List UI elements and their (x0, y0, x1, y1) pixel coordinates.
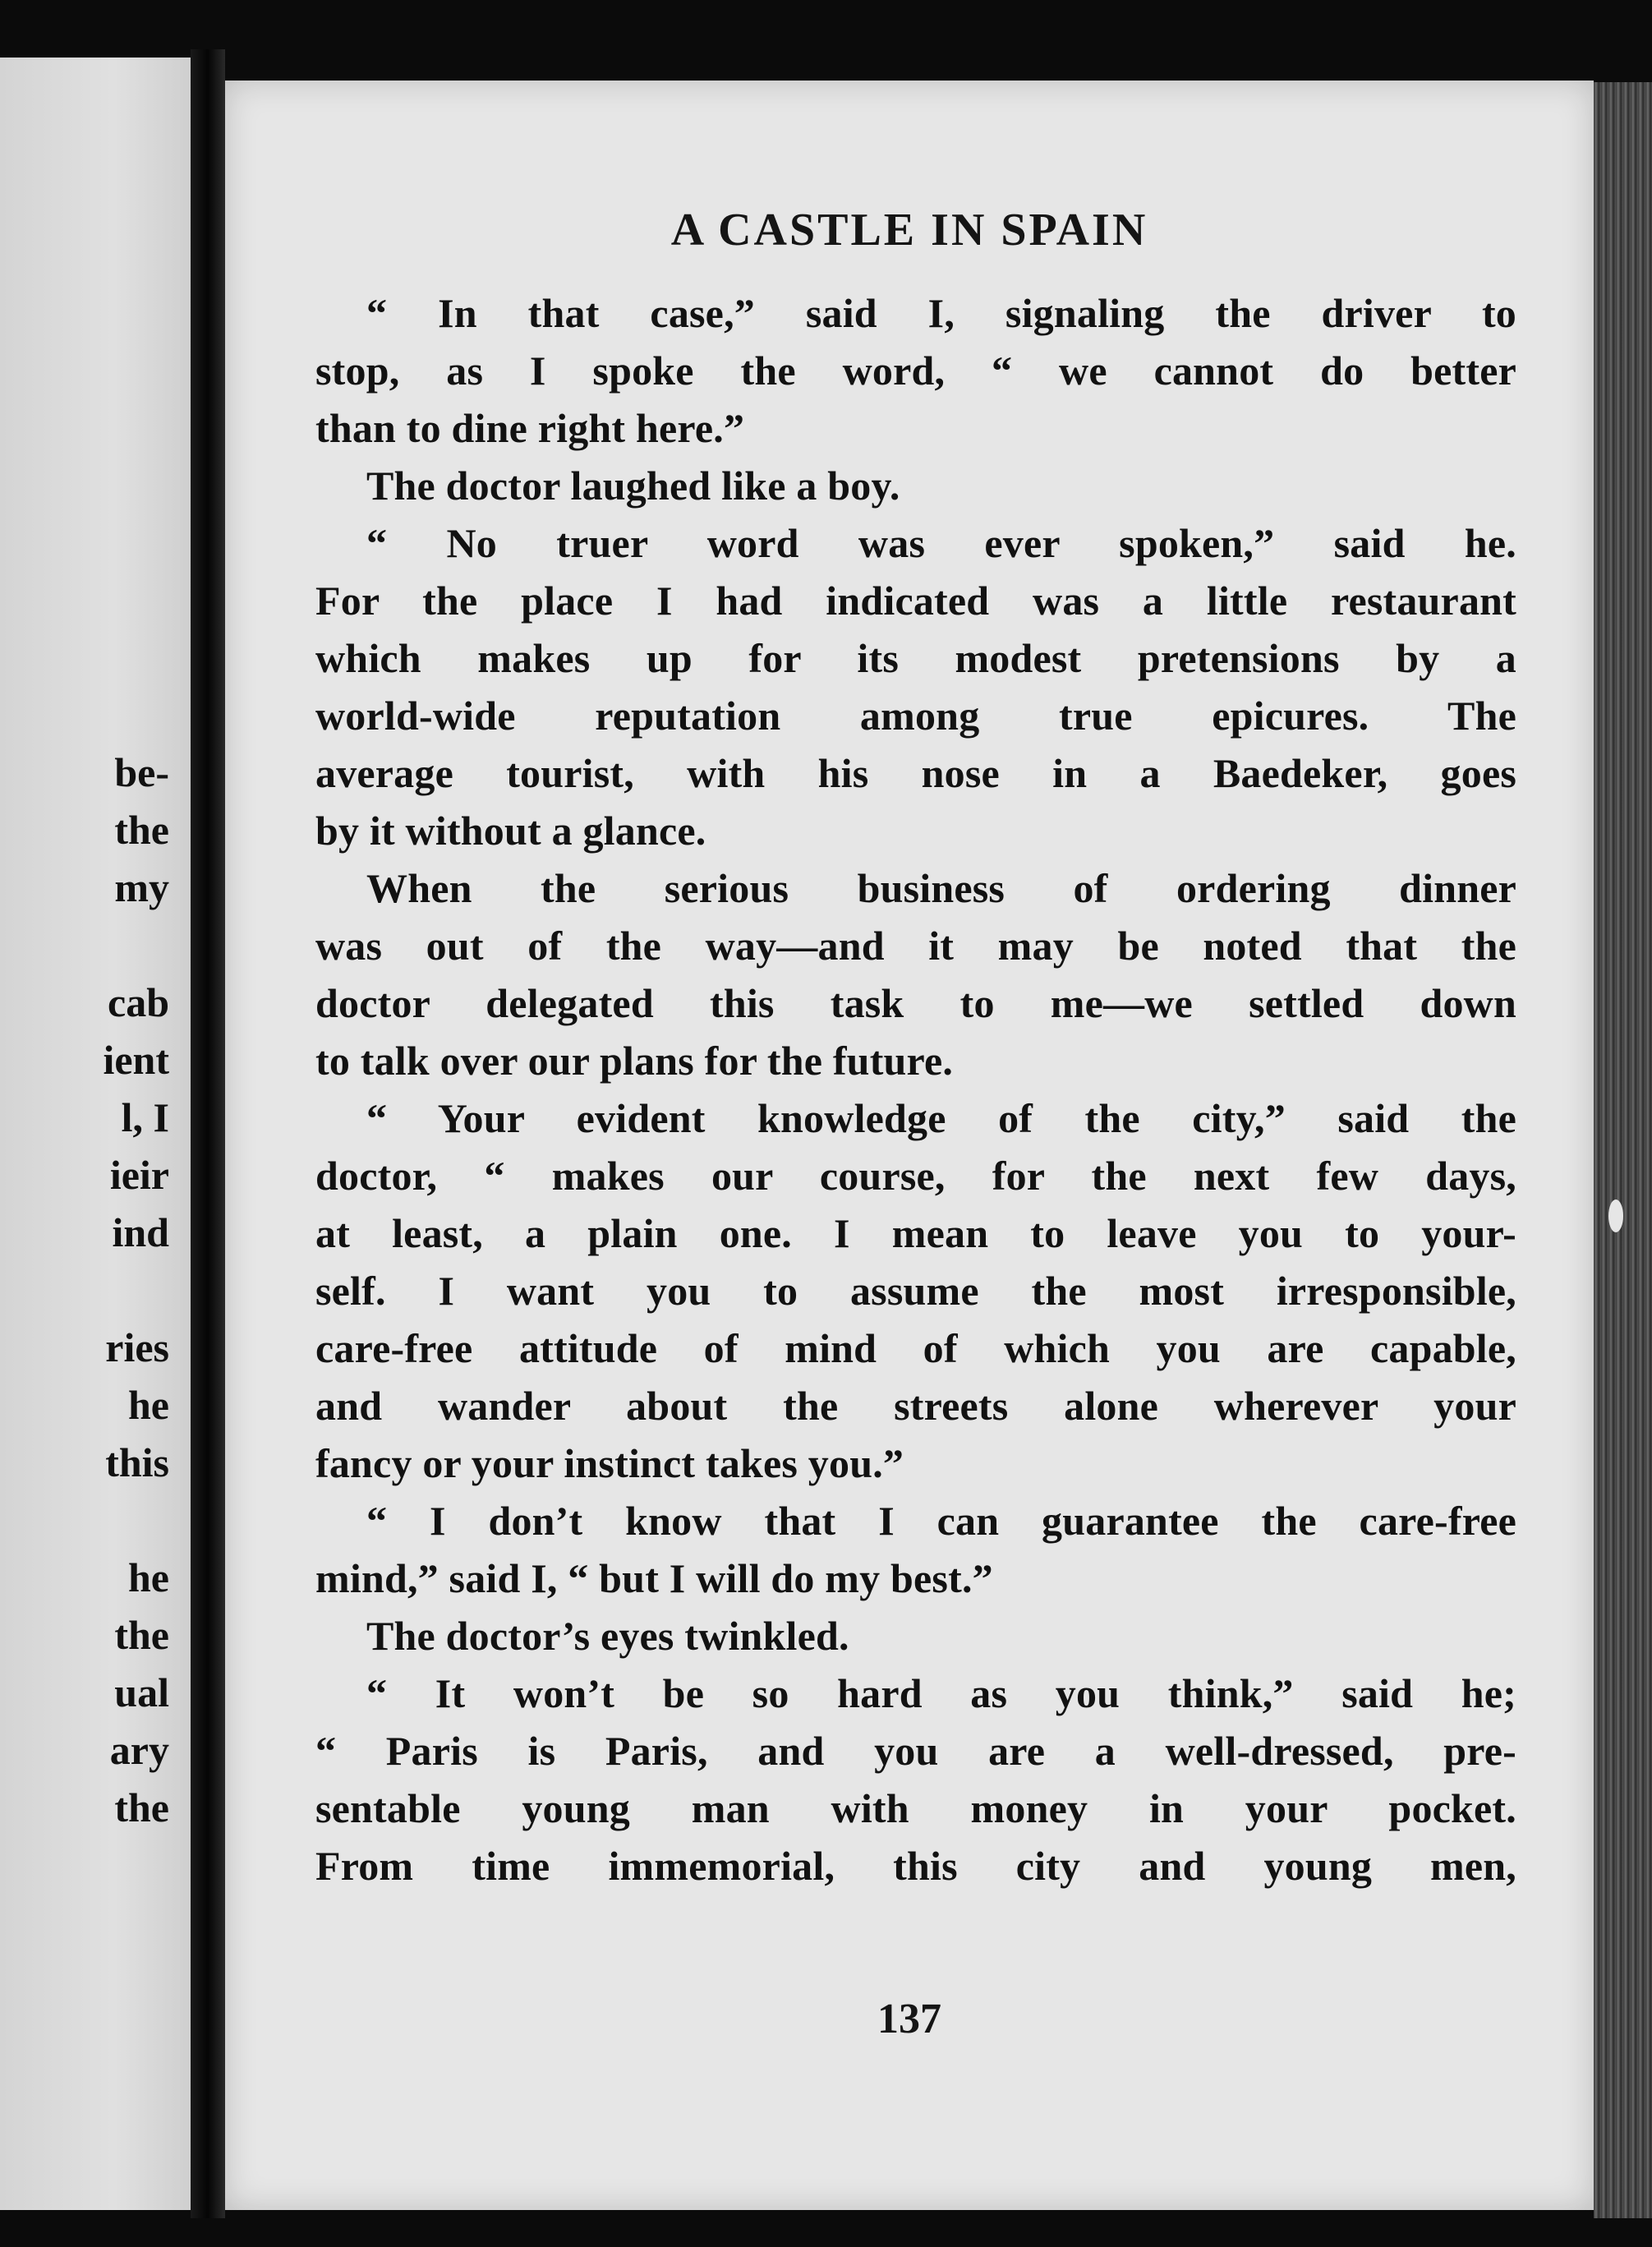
text-line: by it without a glance. (315, 808, 706, 854)
left-fragment-line: ind (112, 1209, 169, 1255)
text-line: was out of the way—and it may be noted that the (315, 923, 1516, 969)
text-line: at least, a plain one. I mean to leave you to your- (315, 1210, 1516, 1256)
text-line: “ Your evident knowledge of the city,” said the (366, 1095, 1516, 1141)
left-page-fragment (0, 58, 191, 2210)
running-head: A CASTLE IN SPAIN (670, 205, 1148, 256)
text-line: stop, as I spoke the word, “ we cannot do better (315, 348, 1516, 394)
text-line: sentable young man with money in your pocket. (315, 1785, 1516, 1831)
page-edge-notch (1608, 1199, 1623, 1232)
left-fragment-line: ary (109, 1727, 169, 1773)
text-line: to talk over our plans for the future. (315, 1038, 954, 1084)
text-line: For the place I had indicated was a little restaurant (315, 578, 1516, 624)
text-line: doctor, “ makes our course, for the next few days, (315, 1153, 1516, 1199)
text-line: “ No truer word was ever spoken,” said he. (366, 520, 1516, 566)
text-line: self. I want you to assume the most irresponsible, (315, 1268, 1516, 1314)
left-fragment-line: my (114, 864, 169, 910)
text-line: which makes up for its modest pretensions by a (315, 635, 1516, 681)
text-line: “ I don’t know that I can guarantee the care-free (366, 1498, 1516, 1544)
text-line: The doctor laughed like a boy. (366, 463, 900, 509)
page-body (315, 284, 1516, 1895)
text-line: and wander about the streets alone wherever your (315, 1383, 1516, 1429)
left-fragment-line: the (114, 1784, 169, 1830)
left-fragment-line: he (128, 1382, 169, 1428)
left-fragment-line: ries (105, 1324, 169, 1370)
left-fragment-line: ieir (109, 1152, 169, 1198)
left-fragment-line: ual (114, 1669, 169, 1715)
book-page (225, 81, 1594, 2210)
text-line: The doctor’s eyes twinkled. (366, 1613, 849, 1659)
left-fragment-line: l, I (121, 1094, 169, 1140)
text-line: than to dine right here.” (315, 405, 745, 451)
page-number: 137 (877, 1996, 941, 2042)
page-edge-stack (1594, 82, 1652, 2218)
left-fragments-group-4 (110, 1549, 169, 1836)
text-line: fancy or your instinct takes you.” (315, 1440, 904, 1486)
left-fragment-line: this (105, 1439, 169, 1485)
left-fragment-line: the (114, 807, 169, 853)
left-fragment-line: ient (103, 1037, 169, 1083)
left-fragment-line: cab (108, 979, 169, 1025)
left-fragment-line: be- (114, 749, 169, 795)
left-fragments-group-2 (103, 974, 169, 1261)
text-line: world-wide reputation among true epicures. The (315, 693, 1516, 739)
text-line: From time immemorial, this city and young men, (315, 1843, 1516, 1889)
text-line: “ Paris is Paris, and you are a well-dressed, pre- (315, 1728, 1516, 1774)
text-line: When the serious business of ordering dinner (366, 865, 1516, 911)
text-line: “ In that case,” said I, signaling the driver to (366, 290, 1516, 336)
text-line: doctor delegated this task to me—we settled down (315, 980, 1516, 1026)
book-gutter (191, 49, 225, 2218)
text-line: average tourist, with his nose in a Baedeker, goes (315, 750, 1516, 796)
text-line: care-free attitude of mind of which you are capable, (315, 1325, 1516, 1371)
text-line: mind,” said I, “ but I will do my best.” (315, 1555, 993, 1601)
left-fragment-line: the (114, 1612, 169, 1658)
left-fragment-line: he (128, 1554, 169, 1600)
left-fragments-group-1 (114, 744, 169, 916)
text-line: “ It won’t be so hard as you think,” said he; (366, 1670, 1516, 1716)
left-fragments-group-3 (105, 1319, 169, 1491)
